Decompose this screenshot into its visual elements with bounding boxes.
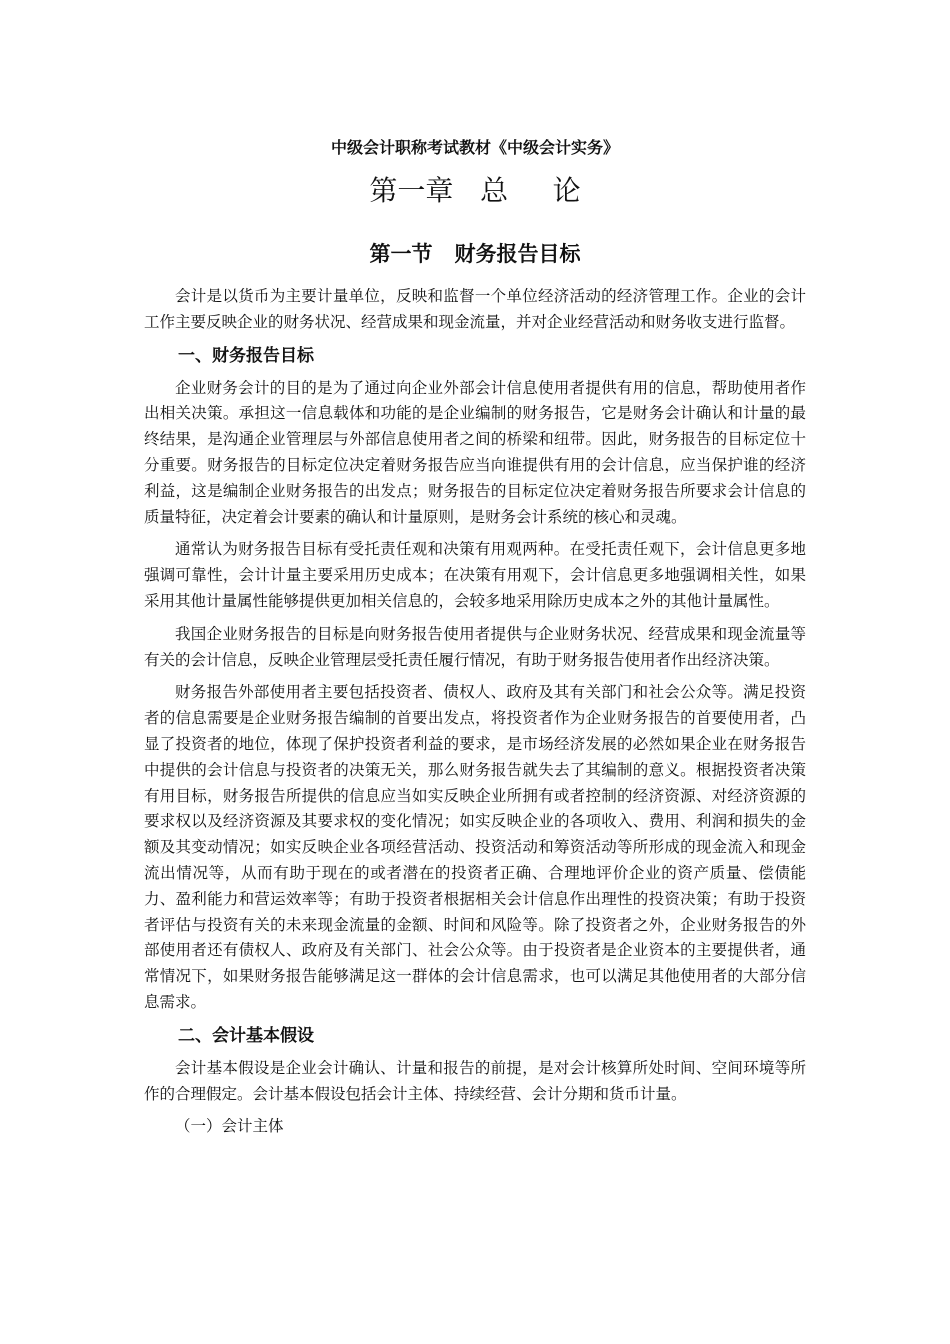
intro-paragraph: 会计是以货币为主要计量单位，反映和监督一个单位经济活动的经济管理工作。企业的会计工作主要反映企业的财务状况、经营成果和现金流量，并对企业经营活动和财务收支进行监督。: [144, 287, 806, 331]
part2-paragraph: 会计基本假设是企业会计确认、计量和报告的前提，是对会计核算所处时间、空间环境等所作的合理假定。会计基本假设包括会计主体、持续经营、会计分期和货币计量。: [144, 1058, 806, 1103]
document-header: 中级会计职称考试教材《中级会计实务》: [330, 138, 619, 157]
document-body: [144, 284, 806, 1140]
part1-paragraph: 企业财务会计的目的是为了通过向企业外部会计信息使用者提供有用的信息，帮助使用者作出相关决策。承担这一信息载体和功能的是企业编制的财务报告，它是财务会计确认和计量的最终结果，是沟通企业管理层与外部信息使用者之间的桥梁和纽带。因此，财务报告的目标定位十分重要。财务报告的目标定位决定着财务报告应当向谁提供有用的会计信息，应当保护谁的经济利益，这是编制企业财务报告的出发点；财务报告的目标定位决定着财务报告所要求会计信息的质量特征，决定着会计要素的确认和计量原则，是财务会计系统的核心和灵魂。: [144, 378, 806, 526]
part1-heading: 一、财务报告目标: [178, 345, 314, 366]
chapter-title: 第一章 总 论: [369, 174, 581, 207]
part1-paragraph: 通常认为财务报告目标有受托责任观和决策有用观两种。在受托责任观下，会计信息更多地强调可靠性，会计计量主要采用历史成本；在决策有用观下，会计信息更多地强调相关性，如果采用其他计量属性能够提供更加相关信息的，会较多地采用除历史成本之外的其他计量属性。: [144, 540, 806, 610]
part2-subheading: （一）会计主体: [175, 1117, 284, 1136]
part1-paragraph: 财务报告外部使用者主要包括投资者、债权人、政府及其有关部门和社会公众等。满足投资者的信息需要是企业财务报告编制的首要出发点，将投资者作为企业财务报告的首要使用者，凸显了投资者的地位，体现了保护投资者利益的要求，是市场经济发展的必然如果企业在财务报告中提供的会计信息与投资者的决策无关，那么财务报告就失去了其编制的意义。根据投资者决策有用目标，财务报告所提供的信息应当如实反映企业所拥有或者控制的经济资源、对经济资源的要求权以及经济资源及其要求权的变化情况；如实反映企业的各项收入、费用、利润和损失的金额及其变动情况；如实反映企业各项经营活动、投资活动和筹资活动等所形成的现金流入和现金流出情况等，从而有助于现在的或者潜在的投资者正确、合理地评价企业的资产质量、偿债能力、盈利能力和营运效率等；有助于投资者根据相关会计信息作出理性的投资决策；有助于投资者评估与投资有关的未来现金流量的金额、时间和风险等。除了投资者之外，企业财务报告的外部使用者还有债权人、政府及有关部门、社会公众等。由于投资者是企业资本的主要提供者，通常情况下，如果财务报告能够满足这一群体的会计信息需求，也可以满足其他使用者的大部分信息需求。: [144, 683, 806, 1011]
part2-heading: 二、会计基本假设: [178, 1025, 314, 1046]
section-title: 第一节 财务报告目标: [369, 241, 581, 266]
part1-paragraph: 我国企业财务报告的目标是向财务报告使用者提供与企业财务状况、经营成果和现金流量等有关的会计信息，反映企业管理层受托责任履行情况，有助于财务报告使用者作出经济决策。: [144, 624, 806, 669]
